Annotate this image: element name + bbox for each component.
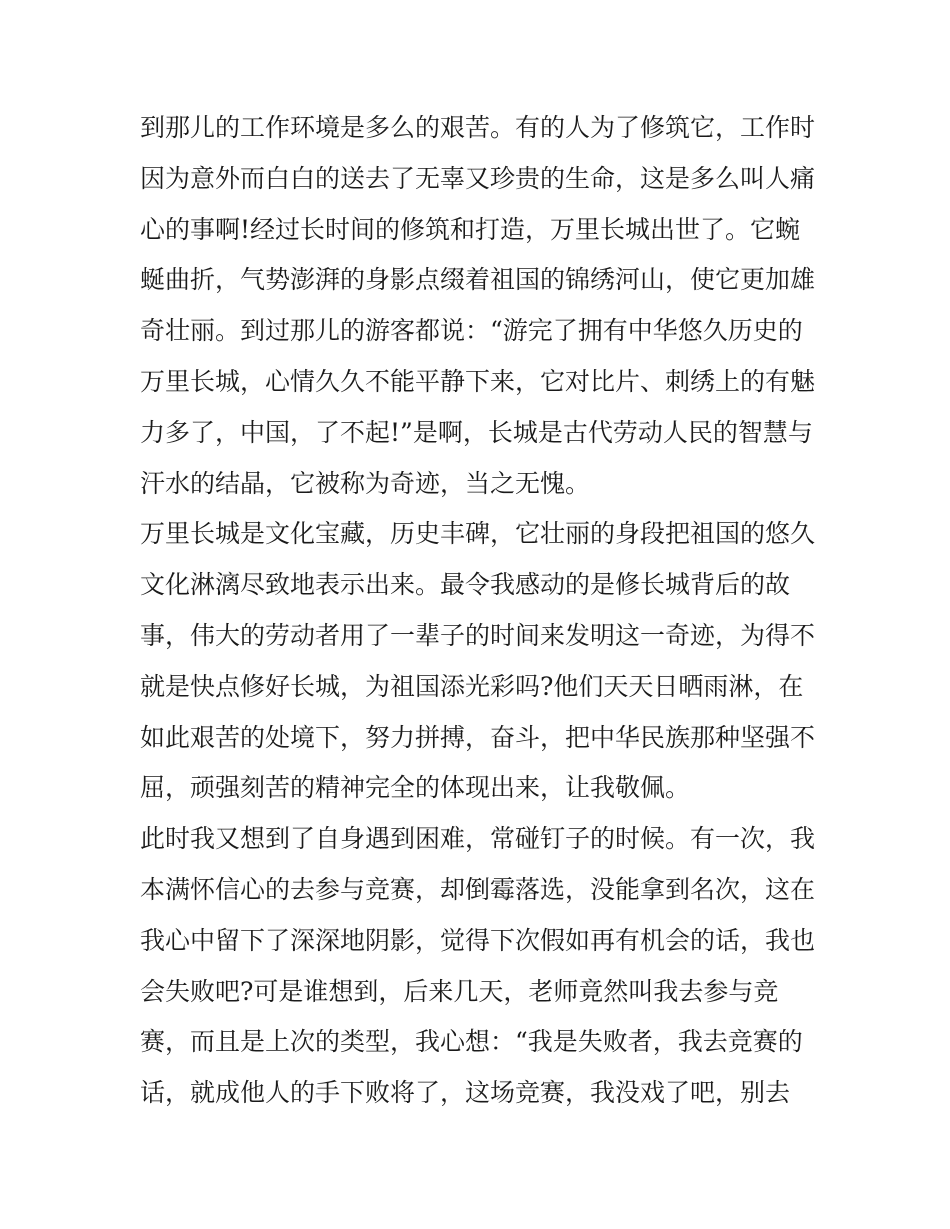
text-line: 心的事啊!经过长时间的修筑和打造，万里长城出世了。它蜿 [140,214,801,244]
text-line: 蜒曲折，气势澎湃的身影点缀着祖国的锦绣河山，使它更加雄 [140,265,816,295]
text-line: 文化淋漓尽致地表示出来。最令我感动的是修长城背后的故 [140,570,791,600]
text-line: 到那儿的工作环境是多么的艰苦。有的人为了修筑它，工作时 [140,113,816,142]
text-line: 本满怀信心的去参与竞赛，却倒霉落选，没能拿到名次，这在 [140,874,816,904]
text-line: 事，伟大的劳动者用了一辈子的时间来发明这一奇迹，为得不 [140,620,816,650]
text-line: 力多了，中国，了不起!”是啊，长城是古代劳动人民的智慧与 [140,417,813,447]
essay-text [140,103,820,1119]
text-line: 赛，而且是上次的类型，我心想：“我是失败者，我去竞赛的 [140,1027,803,1057]
text-line: 万里长城，心情久久不能平静下来，它对比片、刺绣上的有魅 [140,366,816,396]
text-line: 汗水的结晶，它被称为奇迹，当之无愧。 [140,468,591,498]
text-line: 万里长城是文化宝藏，历史丰碑，它壮丽的身段把祖国的悠久 [140,519,816,549]
text-line: 奇壮丽。到过那儿的游客都说：“游完了拥有中华悠久历史的 [140,316,803,346]
text-line: 如此艰苦的处境下，努力拼搏，奋斗，把中华民族那种坚强不 [140,722,816,752]
text-line: 此时我又想到了自身遇到困难，常碰钉子的时候。有一次，我 [140,824,816,854]
text-line: 屈，顽强刻苦的精神完全的体现出来，让我敬佩。 [140,773,691,803]
text-line: 就是快点修好长城，为祖国添光彩吗?他们天天日晒雨淋，在 [140,671,804,701]
text-line: 我心中留下了深深地阴影，觉得下次假如再有机会的话，我也 [140,925,816,955]
text-line: 会失败吧?可是谁想到，后来几天，老师竟然叫我去参与竞 [140,976,779,1006]
text-line: 话，就成他人的手下败将了，这场竞赛，我没戏了吧，别去 [140,1078,791,1108]
text-line: 因为意外而白白的送去了无辜又珍贵的生命，这是多么叫人痛 [140,163,816,193]
